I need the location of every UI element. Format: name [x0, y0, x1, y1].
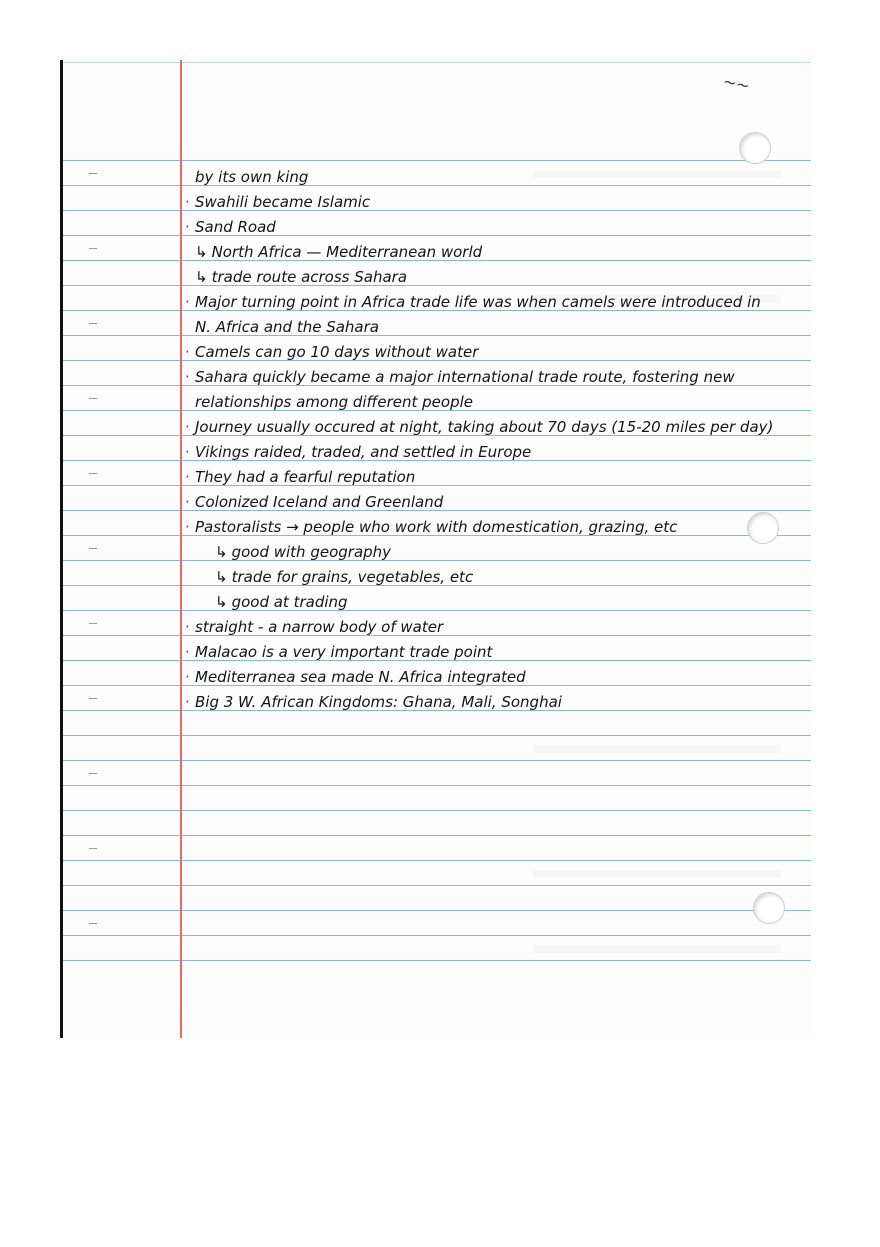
margin-tick [89, 848, 97, 849]
ruled-line [63, 910, 811, 911]
note-text: Colonized Iceland and Greenland [195, 493, 444, 511]
margin-tick [89, 698, 97, 699]
ruled-line [63, 735, 811, 736]
note-text: Major turning point in Africa trade life was when camels were introduced in [195, 293, 761, 311]
ruled-line [63, 860, 811, 861]
note-text: They had a fearful reputation [195, 468, 416, 486]
margin-tick [89, 248, 97, 249]
note-text: Camels can go 10 days without water [195, 343, 479, 361]
note-subline [195, 243, 799, 268]
note-subline [215, 543, 799, 568]
note-line [185, 643, 799, 668]
hook-arrow-icon: ↳ [215, 543, 228, 561]
note-line [185, 368, 799, 393]
note-text: straight - a narrow body of water [195, 618, 444, 636]
margin-tick [89, 323, 97, 324]
ruled-line [63, 885, 811, 886]
note-line [185, 293, 799, 318]
note-line [185, 468, 799, 493]
margin-tick [89, 773, 97, 774]
margin-tick [89, 173, 97, 174]
note-line [185, 443, 799, 468]
note-text: Big 3 W. African Kingdoms: Ghana, Mali, Songhai [195, 693, 562, 711]
ruled-line [63, 835, 811, 836]
note-text: relationships among different people [195, 393, 473, 411]
note-text: trade route across Sahara [211, 268, 408, 286]
ruled-line [63, 935, 811, 936]
notebook-page [60, 60, 811, 1038]
ruled-line [63, 785, 811, 786]
ruled-line [63, 760, 811, 761]
note-text: Sahara quickly became a major international trade route, fostering new [195, 368, 735, 386]
hook-arrow-icon: ↳ [195, 243, 208, 261]
note-text: trade for grains, vegetables, etc [231, 568, 474, 586]
margin-tick [89, 398, 97, 399]
bullet-dot: · [185, 218, 190, 236]
margin-tick [89, 473, 97, 474]
note-text: by its own king [195, 168, 309, 186]
note-text: good at trading [231, 593, 348, 611]
hook-arrow-icon: ↳ [215, 593, 228, 611]
note-text: Swahili became Islamic [195, 193, 371, 211]
bullet-dot: · [185, 618, 190, 636]
bullet-dot: · [185, 518, 190, 536]
hook-arrow-icon: ↳ [215, 568, 228, 586]
note-line [185, 168, 799, 193]
note-line [185, 193, 799, 218]
note-subline [195, 268, 799, 293]
note-line [185, 418, 799, 443]
bullet-dot: · [185, 493, 190, 511]
note-line [185, 493, 799, 518]
ruled-line [63, 160, 811, 161]
show-through-text [533, 870, 781, 878]
note-text: good with geography [231, 543, 392, 561]
bullet-dot: · [185, 193, 190, 211]
margin-tick [89, 623, 97, 624]
note-text: Sand Road [195, 218, 276, 236]
note-line [185, 518, 799, 543]
note-text: Vikings raided, traded, and settled in Europe [195, 443, 532, 461]
note-line [185, 618, 799, 643]
note-text: N. Africa and the Sahara [195, 318, 379, 336]
note-text: Malacao is a very important trade point [195, 643, 493, 661]
note-text: Mediterranea sea made N. Africa integrated [195, 668, 526, 686]
note-subline [215, 593, 799, 618]
bullet-dot: · [185, 418, 190, 436]
bullet-dot: · [185, 343, 190, 361]
bullet-dot: · [185, 468, 190, 486]
margin-tick [89, 548, 97, 549]
note-line [185, 218, 799, 243]
binder-hole-bottom [753, 892, 785, 924]
note-line [185, 318, 799, 343]
note-text: North Africa — Mediterranean world [211, 243, 483, 261]
bullet-dot: · [185, 368, 190, 386]
top-edge-rule [63, 62, 811, 63]
show-through-text [533, 945, 781, 953]
note-line [185, 343, 799, 368]
note-line [185, 693, 799, 718]
margin-tick [89, 923, 97, 924]
corner-scribble: ~~ [721, 71, 752, 96]
note-text: Journey usually occured at night, taking about 70 days (15-20 miles per day) [195, 418, 774, 436]
note-line [185, 393, 799, 418]
binder-hole-top [739, 132, 771, 164]
ruled-line [63, 960, 811, 961]
hook-arrow-icon: ↳ [195, 268, 208, 286]
bullet-dot: · [185, 643, 190, 661]
note-subline [215, 568, 799, 593]
bullet-dot: · [185, 443, 190, 461]
note-text: Pastoralists → people who work with domestication, grazing, etc [195, 518, 678, 536]
bullet-dot: · [185, 293, 190, 311]
show-through-text [533, 745, 781, 753]
bullet-dot: · [185, 668, 190, 686]
red-margin-line [180, 60, 182, 1038]
note-line [185, 668, 799, 693]
ruled-line [63, 810, 811, 811]
bullet-dot: · [185, 693, 190, 711]
